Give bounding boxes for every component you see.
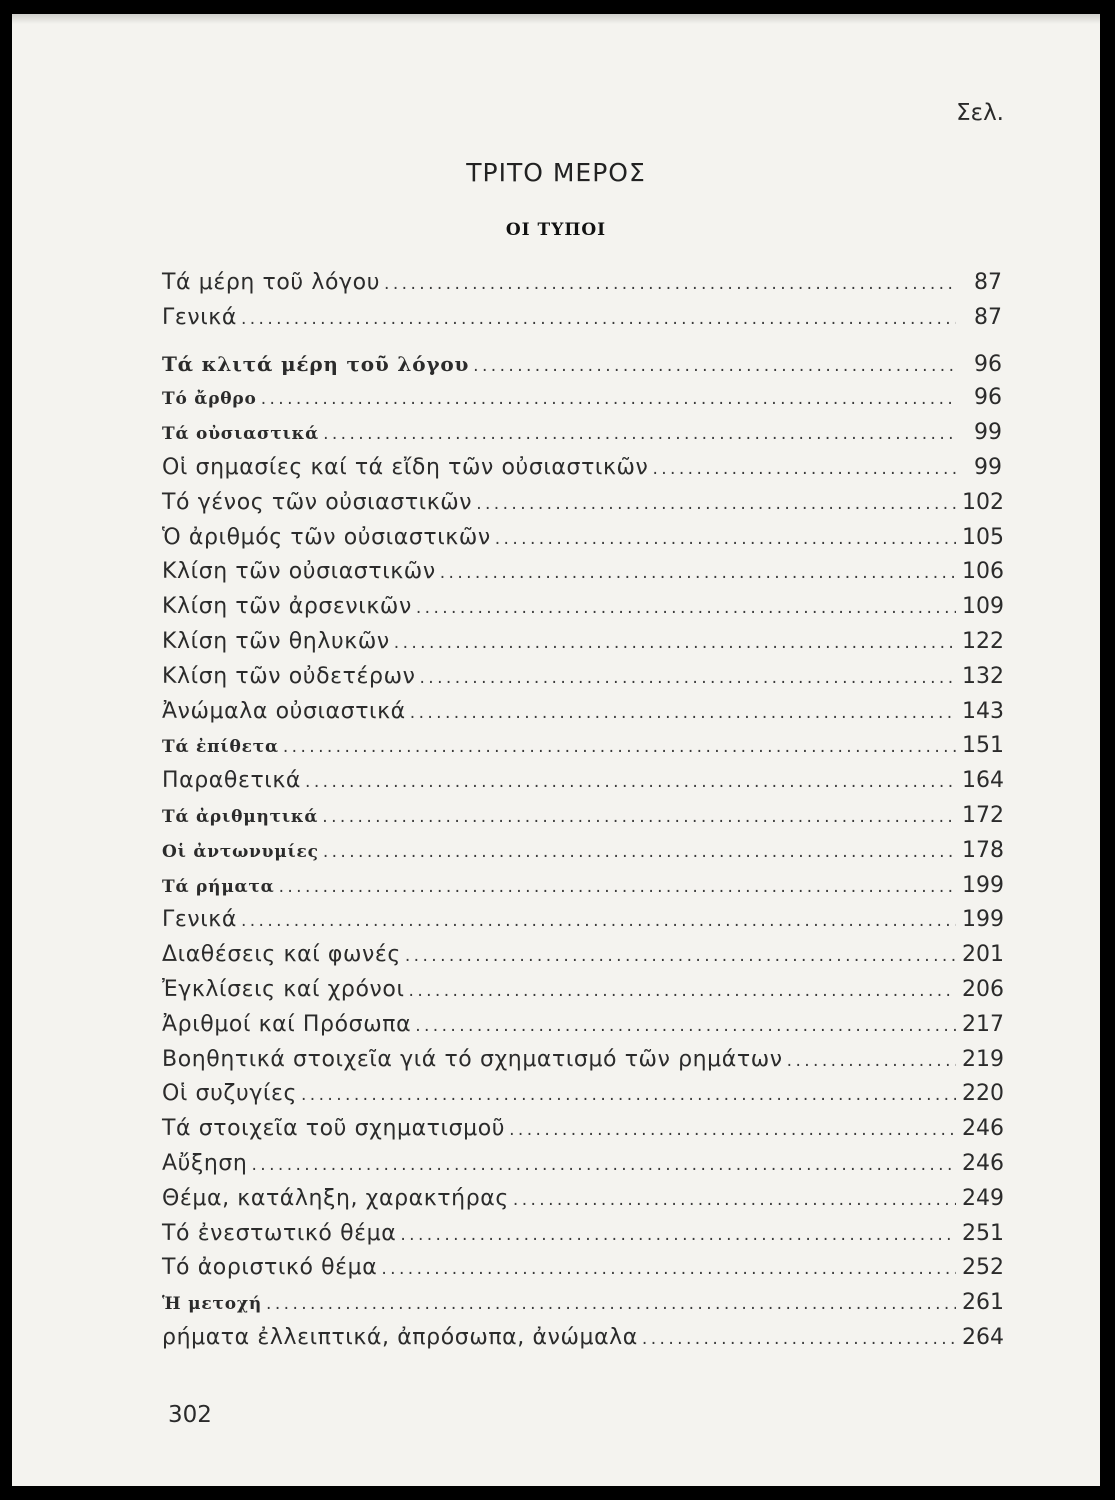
toc-entry (162, 1043, 1002, 1078)
toc-entry-page: 217 (962, 1011, 1004, 1037)
toc-leader-dots (301, 1078, 956, 1113)
toc-leader-dots (323, 417, 956, 452)
toc-entry (162, 1251, 1002, 1286)
toc-leader-dots (440, 556, 956, 591)
toc-entry-label: Τό ἐνεστωτικό θέμα (162, 1220, 397, 1246)
toc-entry-label: Τά οὐσιαστικά (162, 424, 320, 445)
toc-leader-dots (251, 1148, 956, 1183)
toc-leader-dots (416, 591, 956, 626)
toc-entry (162, 1321, 1002, 1356)
toc-entry-page: 201 (962, 942, 1004, 968)
toc-entry-page: 164 (962, 768, 1004, 794)
toc-entry-page: 122 (962, 628, 1004, 654)
toc-entry-page: 219 (962, 1046, 1004, 1072)
toc-entry-page: 206 (962, 976, 1004, 1002)
toc-leader-dots (473, 349, 956, 384)
toc-entry-label: Τό γένος τῶν οὐσιαστικῶν (162, 489, 473, 515)
toc-entry-label: Οἱ σημασίες καί τά εἴδη τῶν οὐσιαστικῶν (162, 454, 649, 480)
toc-entry-label: Τά κλιτά μέρη τοῦ λόγου (162, 351, 470, 376)
toc-entry (162, 1217, 1002, 1252)
toc-entry-page: 220 (962, 1081, 1004, 1107)
toc-entry (162, 695, 1002, 730)
toc-leader-dots (305, 765, 956, 800)
toc-entry-page: 96 (974, 351, 1002, 377)
toc-entry (162, 1112, 1002, 1147)
toc-entry-label: Παραθετικά (162, 768, 302, 794)
toc-leader-dots (384, 267, 956, 302)
toc-leader-dots (241, 302, 956, 337)
toc-entry (162, 381, 1002, 416)
toc-entry (162, 521, 1002, 556)
page-edge-shadow (12, 14, 1100, 24)
toc-entry (162, 555, 1002, 590)
toc-entry-page: 99 (974, 420, 1002, 446)
toc-entry-page: 199 (962, 872, 1004, 898)
toc-entry (162, 660, 1002, 695)
toc-entry-page: 143 (962, 698, 1004, 724)
page-column-label: Σελ. (956, 100, 1004, 126)
toc-entry (162, 625, 1002, 660)
toc-leader-dots (410, 696, 956, 731)
toc-leader-dots (419, 661, 956, 696)
toc-entry-page: 105 (962, 524, 1004, 550)
toc-entry-label: Γενικά (162, 907, 237, 933)
toc-entry (162, 451, 1002, 486)
toc-entry (162, 973, 1002, 1008)
toc-entry-label: Τό ἀοριστικό θέμα (162, 1255, 378, 1281)
toc-entry-label: Τά ρήματα (162, 876, 275, 897)
toc-entry (162, 764, 1002, 799)
toc-entry (162, 347, 1002, 382)
toc-entry (162, 834, 1002, 869)
toc-entry-label: Ἡ μετοχή (162, 1294, 263, 1315)
toc-leader-dots (322, 800, 956, 835)
toc-entry-page: 102 (962, 489, 1004, 515)
toc-leader-dots (415, 1009, 956, 1044)
section-title: ΟΙ ΤΥΠΟΙ (505, 220, 607, 240)
toc-leader-dots (283, 730, 956, 765)
toc-leader-dots (409, 974, 956, 1009)
toc-leader-dots (405, 939, 956, 974)
toc-entry-page: 132 (962, 663, 1004, 689)
toc-leader-dots (261, 382, 956, 417)
toc-entry-label: Ἀνώμαλα οὐσιαστικά (162, 698, 406, 724)
toc-entry-page: 249 (962, 1185, 1004, 1211)
toc-entry-page: 106 (962, 559, 1004, 585)
toc-entry-label: Τά ἐπίθετα (162, 737, 279, 758)
toc-leader-dots (241, 904, 956, 939)
toc-entry-label: Κλίση τῶν οὐσιαστικῶν (162, 559, 436, 585)
toc-entry-page: 261 (962, 1290, 1004, 1316)
toc-entry-label: Τά ἀριθμητικά (162, 806, 319, 827)
toc-entry (162, 1077, 1002, 1112)
toc-entry-label: Ἐγκλίσεις καί χρόνοι (162, 976, 405, 1002)
toc-entry-label: Γενικά (162, 304, 237, 330)
toc-entry-page: 109 (962, 594, 1004, 620)
toc-entry-label: Κλίση τῶν οὐδετέρων (162, 663, 416, 689)
toc-leader-dots (476, 487, 956, 522)
toc-entry-label: Οἱ ἀντωνυμίες (162, 841, 319, 862)
toc-leader-dots (787, 1044, 956, 1079)
toc-entry-label: Τό ἄρθρο (162, 389, 257, 410)
toc-entry-page: 99 (974, 454, 1002, 480)
toc-leader-dots (400, 1218, 956, 1253)
toc-entry (162, 590, 1002, 625)
toc-entry-page: 87 (974, 304, 1002, 330)
toc-entry-label: Οἱ συζυγίες (162, 1081, 297, 1107)
toc-entry-label: Θέμα, κατάληξη, χαρακτήρας (162, 1185, 509, 1211)
toc-entry-page: 178 (962, 837, 1004, 863)
toc-entry-page: 199 (962, 907, 1004, 933)
part-title: ΤΡΙΤΟ ΜΕΡΟΣ (466, 158, 646, 187)
toc-entry-page: 252 (962, 1255, 1004, 1281)
toc-entry (162, 903, 1002, 938)
toc-entry-page: 246 (962, 1116, 1004, 1142)
toc-entry-page: 87 (974, 270, 1002, 295)
toc-entry-page: 246 (962, 1150, 1004, 1176)
toc-entry-label: Αὔξηση (162, 1150, 248, 1176)
toc-leader-dots (495, 522, 956, 557)
toc-entry (162, 938, 1002, 973)
toc-leader-dots (279, 870, 956, 905)
toc-entry (162, 1008, 1002, 1043)
toc-entry-label: Τά μέρη τοῦ λόγου (162, 270, 381, 295)
toc-entry (162, 869, 1002, 904)
toc-entry-page: 96 (974, 385, 1002, 411)
toc-entry-page: 264 (962, 1324, 1004, 1350)
toc-leader-dots (266, 1287, 956, 1322)
toc-entry (162, 1147, 1002, 1182)
toc-entry-page: 251 (962, 1220, 1004, 1246)
toc-entry-page: 172 (962, 802, 1004, 828)
toc-entry-page: 151 (962, 733, 1004, 759)
toc-entry-label: ρήματα ἐλλειπτικά, ἀπρόσωπα, ἀνώμαλα (162, 1324, 638, 1350)
toc-entry (162, 1182, 1002, 1217)
toc-leader-dots (652, 452, 956, 487)
document-page (12, 14, 1100, 1486)
toc-leader-dots (394, 626, 956, 661)
toc-entry (162, 1286, 1002, 1321)
toc-entry (162, 486, 1002, 521)
page-number: 302 (168, 1402, 212, 1428)
toc-entry (162, 729, 1002, 764)
toc-leader-dots (642, 1322, 956, 1357)
toc-leader-dots (381, 1252, 956, 1287)
toc-entry-label: Ἀριθμοί καί Πρόσωπα (162, 1011, 412, 1037)
toc-entry-label: Ὁ ἀριθμός τῶν οὐσιαστικῶν (162, 524, 491, 550)
table-of-contents (162, 266, 1002, 1356)
toc-entry (162, 301, 1002, 336)
toc-entry (162, 266, 1002, 301)
toc-leader-dots (509, 1113, 956, 1148)
toc-entry (162, 416, 1002, 451)
toc-entry-label: Τά στοιχεῖα τοῦ σχηματισμοῦ (162, 1116, 506, 1142)
toc-leader-dots (323, 835, 956, 870)
toc-entry (162, 799, 1002, 834)
toc-entry-label: Κλίση τῶν ἀρσενικῶν (162, 594, 412, 620)
toc-entry-label: Κλίση τῶν θηλυκῶν (162, 628, 390, 654)
toc-leader-dots (513, 1183, 956, 1218)
toc-entry-label: Διαθέσεις καί φωνές (162, 942, 401, 968)
toc-entry-label: Βοηθητικά στοιχεῖα γιά τό σχηματισμό τῶν ρημάτων (162, 1046, 783, 1072)
